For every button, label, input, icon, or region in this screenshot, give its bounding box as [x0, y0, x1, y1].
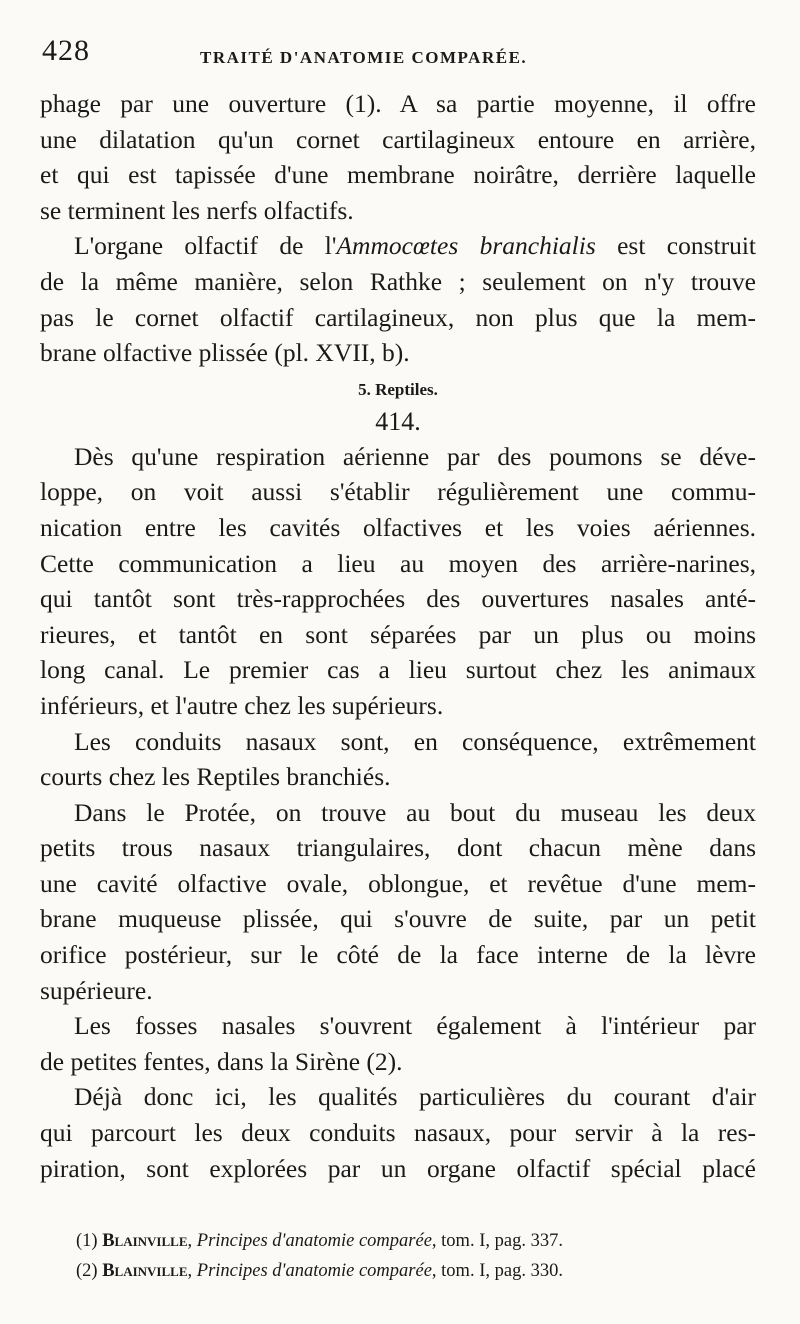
- footnote-ref: , tom. I, pag. 330.: [431, 1261, 563, 1281]
- footnotes: [76, 1226, 756, 1286]
- footnote-author: Blainville: [102, 1231, 188, 1251]
- text-line: loppe, on voit aussi s'établir régulièrement une commu-: [40, 477, 756, 507]
- text-line: une dilatation qu'un cornet cartilagineux entoure en arrière,: [40, 124, 756, 154]
- running-head: [40, 34, 760, 74]
- footnote-author: Blainville: [102, 1261, 188, 1281]
- body-text: [40, 86, 756, 1186]
- section-heading: 5. Reptiles.: [358, 379, 438, 399]
- text-line: Cette communication a lieu au moyen des arrière-narines,: [40, 548, 756, 578]
- text-line: orifice postérieur, sur le côté de la face interne de la lèvre: [40, 940, 756, 970]
- footnote-title: Principes d'anatomie comparée: [196, 1231, 432, 1251]
- text-line: une cavité olfactive ovale, oblongue, et revêtue d'une mem-: [40, 868, 756, 898]
- footnote-ref: , tom. I, pag. 337.: [431, 1231, 563, 1251]
- footnote: (1) Blainville, Principes d'anatomie comparée, tom. I, pag. 337.: [76, 1231, 563, 1251]
- page-number: 428: [42, 34, 90, 67]
- text-line: Les conduits nasaux sont, en conséquence, extrêmement: [74, 726, 756, 756]
- text-fragment: L'organe olfactif de l': [74, 231, 337, 261]
- text-line: phage par une ouverture (1). A sa partie moyenne, il offre: [40, 89, 756, 118]
- text-line: piration, sont explorées par un organe olfactif spécial placé: [40, 1153, 756, 1183]
- text-line: long canal. Le premier cas a lieu surtout chez les animaux: [40, 655, 756, 685]
- text-line: brane olfactive plissée (pl. XVII, b).: [40, 338, 410, 368]
- text-line: nication entre les cavités olfactives et les voies aériennes.: [40, 512, 756, 542]
- text-line: qui parcourt les deux conduits nasaux, pour servir à la res-: [40, 1118, 756, 1148]
- text-line: se terminent les nerfs olfactifs.: [40, 195, 354, 225]
- footnote: (2) Blainville, Principes d'anatomie comparée, tom. I, pag. 330.: [76, 1261, 563, 1281]
- footnote-mark: (2): [76, 1261, 98, 1281]
- text-line: inférieurs, et l'autre chez les supérieurs.: [40, 690, 444, 720]
- text-line: [40, 228, 756, 264]
- text-line: qui tantôt sont très-rapprochées des ouvertures nasales anté-: [40, 584, 756, 614]
- footnote-title: Principes d'anatomie comparée: [196, 1261, 432, 1281]
- footnote-mark: (1): [76, 1231, 98, 1251]
- text-line: Dans le Protée, on trouve au bout du museau les deux: [74, 797, 756, 827]
- text-fragment: est construit: [595, 231, 756, 261]
- text-line: de petites fentes, dans la Sirène (2).: [40, 1046, 403, 1076]
- text-line: de la même manière, selon Rathke ; seulement on n'y trouve: [40, 266, 756, 296]
- text-line: Dès qu'une respiration aérienne par des poumons se déve-: [74, 441, 756, 471]
- running-title: TRAITÉ D'ANATOMIE COMPARÉE.: [200, 48, 528, 67]
- text-line: rieures, et tantôt en sont séparées par un plus ou moins: [40, 619, 756, 649]
- species-name: Ammocœtes branchialis: [336, 231, 596, 261]
- paragraph-number: 414.: [375, 406, 421, 436]
- text-line: courts chez les Reptiles branchiés.: [40, 762, 391, 792]
- text-line: Déjà donc ici, les qualités particulières du courant d'air: [74, 1082, 756, 1112]
- text-line: et qui est tapissée d'une membrane noirâtre, derrière laquelle: [40, 160, 756, 190]
- text-line: supérieure.: [40, 975, 153, 1005]
- text-line: Les fosses nasales s'ouvrent également à l'intérieur par: [74, 1011, 756, 1041]
- text-line: brane muqueuse plissée, qui s'ouvre de suite, par un petit: [40, 904, 756, 934]
- text-line: petits trous nasaux triangulaires, dont chacun mène dans: [40, 833, 756, 863]
- text-line: pas le cornet olfactif cartilagineux, non plus que la mem-: [40, 302, 756, 332]
